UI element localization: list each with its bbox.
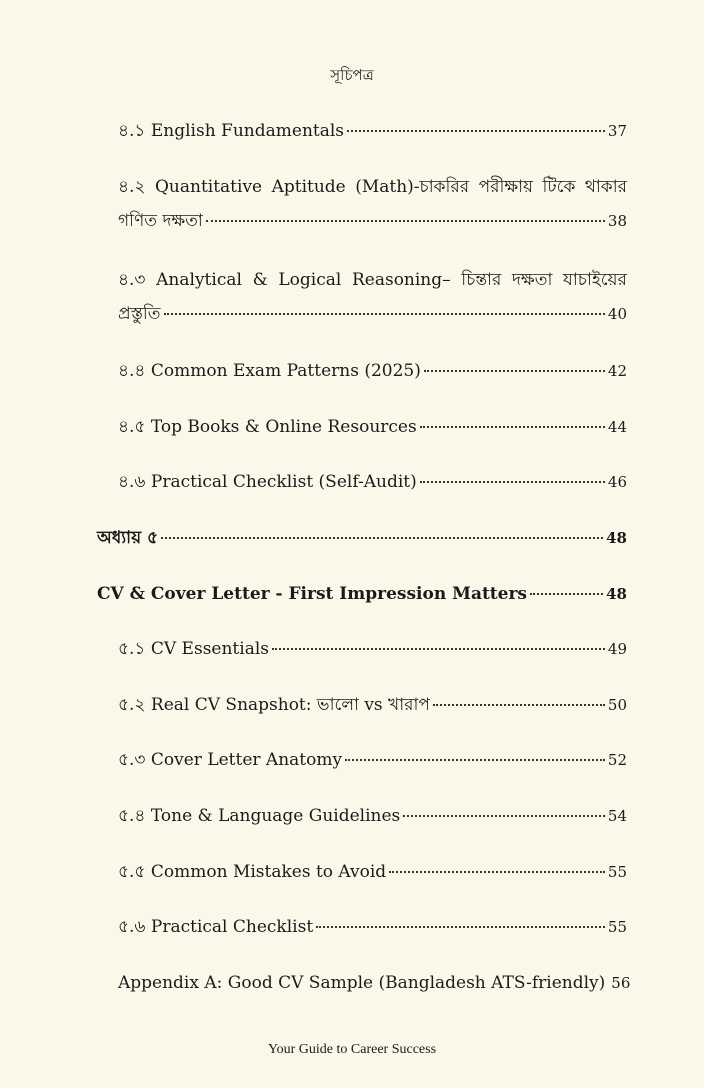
- toc-entry-title: ৫.১ CV Essentials: [118, 639, 269, 659]
- leader-dots: [433, 703, 605, 706]
- toc-entry-4-3[interactable]: [118, 263, 627, 331]
- toc-entry-page: 38: [607, 212, 627, 230]
- toc-entry-appendix-a[interactable]: [118, 966, 631, 1000]
- toc-entry-4-1[interactable]: [118, 114, 627, 148]
- leader-dots: [206, 219, 605, 222]
- toc-entry-title-line1: [118, 263, 627, 303]
- toc-chapter-5-title[interactable]: [97, 577, 627, 611]
- toc-entry-title: ৪.৪ Common Exam Patterns (2025): [118, 361, 421, 381]
- toc-entry-5-1[interactable]: [118, 632, 627, 666]
- toc-entry-page: 40: [607, 305, 627, 323]
- leader-dots: [272, 647, 605, 650]
- toc-entry-4-2[interactable]: [118, 170, 627, 238]
- toc-entry-5-6[interactable]: [118, 910, 627, 944]
- toc-entry-title: ৪.১ English Fundamentals: [118, 121, 345, 141]
- leader-dots: [345, 758, 605, 761]
- toc-entry-page: 50: [607, 696, 627, 714]
- toc-word: চিন্তার: [461, 270, 502, 290]
- toc-entry-title: ৫.৫ Common Mistakes to Avoid: [118, 862, 387, 882]
- toc-word: Reasoning–: [351, 270, 451, 290]
- toc-word: (Math)-চাকরির: [355, 177, 470, 197]
- toc-entry-title: প্রস্তুতি: [118, 304, 161, 324]
- toc-chapter-5[interactable]: [97, 521, 627, 555]
- toc-entry-4-4[interactable]: [118, 354, 627, 388]
- toc-word: পরীক্ষায়: [478, 177, 534, 197]
- toc-entry-page: 48: [606, 529, 627, 547]
- toc-word: থাকার: [584, 177, 627, 197]
- leader-dots: [420, 425, 605, 428]
- toc-entry-page: 56: [611, 974, 631, 992]
- toc-word: ৪.২: [118, 177, 146, 197]
- toc-word: &: [252, 270, 268, 290]
- toc-entry-title: ৫.৪ Tone & Language Guidelines: [118, 806, 401, 826]
- toc-entry-title: ৫.৬ Practical Checklist: [118, 917, 314, 937]
- leader-dots: [530, 592, 603, 595]
- leader-dots: [420, 480, 605, 483]
- toc-entry-title: ৫.২ Real CV Snapshot: ভালো vs খারাপ: [118, 695, 430, 715]
- toc-entry-title: ৪.৬ Practical Checklist (Self-Audit): [118, 472, 417, 492]
- toc-entry-5-3[interactable]: [118, 743, 627, 777]
- toc-entry-page: 55: [607, 863, 627, 881]
- toc-entry-title: ৫.৩ Cover Letter Anatomy: [118, 750, 343, 770]
- toc-entry-page: 55: [607, 918, 627, 936]
- leader-dots: [347, 129, 605, 132]
- toc-entry-5-2[interactable]: [118, 688, 627, 722]
- page-header: সূচিপত্র: [330, 66, 374, 84]
- leader-dots: [424, 369, 605, 372]
- toc-entry-5-4[interactable]: [118, 799, 627, 833]
- toc-entry-title: অধ্যায় ৫: [97, 528, 159, 548]
- toc-entry-title: CV & Cover Letter - First Impression Matters: [97, 584, 528, 604]
- toc-word: Logical: [278, 270, 342, 290]
- toc-entry-title: Appendix A: Good CV Sample (Bangladesh ATS-friendly): [118, 973, 606, 993]
- page-footer: Your Guide to Career Success: [267, 1042, 437, 1057]
- toc-entry-title: ৪.৫ Top Books & Online Resources: [118, 417, 417, 437]
- toc-entry-page: 54: [607, 807, 627, 825]
- toc-entry-title: গণিত দক্ষতা: [118, 211, 203, 231]
- toc-entry-page: 42: [607, 362, 627, 380]
- toc-entry-4-6[interactable]: [118, 465, 627, 499]
- toc-entry-page: 49: [607, 640, 627, 658]
- toc-word: Aptitude: [271, 177, 346, 197]
- leader-dots: [316, 925, 605, 928]
- leader-dots: [161, 536, 603, 539]
- toc-entry-5-5[interactable]: [118, 855, 627, 889]
- toc-entry-page: 52: [607, 751, 627, 769]
- toc-entry-page: 44: [607, 418, 627, 436]
- toc-word: টিকে: [542, 177, 576, 197]
- toc-entry-page: 48: [606, 585, 627, 603]
- toc-word: ৪.৩: [118, 270, 146, 290]
- toc-word: যাচাইয়ের: [563, 270, 627, 290]
- leader-dots: [403, 814, 605, 817]
- toc-entry-page: 37: [607, 122, 627, 140]
- toc-entry-page: 46: [607, 473, 627, 491]
- toc-word: Quantitative: [154, 177, 263, 197]
- toc-word: Analytical: [156, 270, 242, 290]
- leader-dots: [164, 312, 605, 315]
- leader-dots: [389, 870, 605, 873]
- toc-word: দক্ষতা: [512, 270, 553, 290]
- toc-entry-4-5[interactable]: [118, 410, 627, 444]
